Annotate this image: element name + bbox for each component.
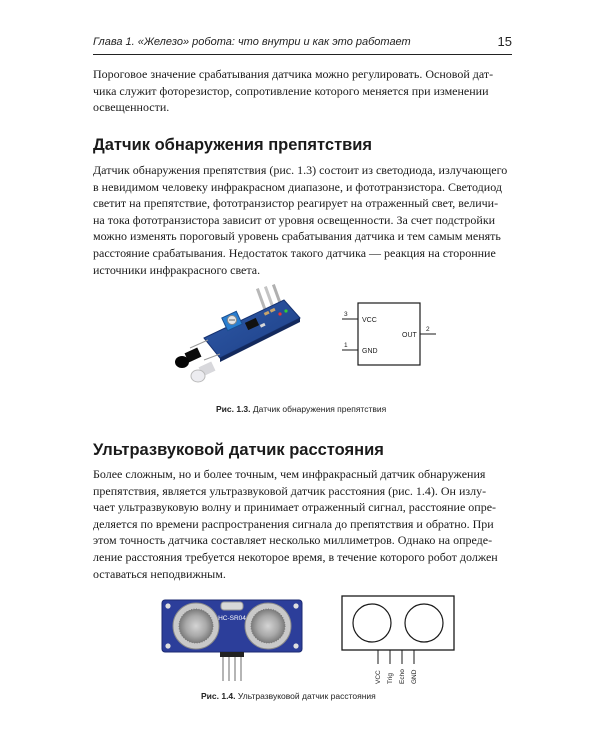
pin-label-echo: Echo [399, 669, 406, 684]
pin-label-vcc: VCC [375, 670, 382, 684]
ir-sensor-photo [168, 280, 308, 390]
running-title: Глава 1. «Железо» робота: что внутри и как это работает [93, 36, 411, 48]
obstacle-sensor-paragraph [93, 162, 513, 278]
transducer-right-outline [405, 604, 443, 642]
section-heading-ultrasonic-sensor: Ультразвуковой датчик расстояния [93, 441, 384, 459]
pin-label-vcc: VCC [362, 317, 377, 324]
crystal [221, 602, 243, 610]
text-line: расстояние срабатывания. Недостаток такого датчика — реакция на сторонние [93, 245, 496, 260]
text-line: деляется по времени распространения сигнала до препятствия и обратно. При [93, 516, 494, 531]
text-line: Датчик обнаружения препятствия (рис. 1.3) состоит из светодиода, излучающего [93, 163, 508, 177]
pin-label-gnd: GND [411, 669, 418, 684]
transducer-left-outline [353, 604, 391, 642]
figure-caption-1-4 [201, 691, 376, 701]
caption-text: Датчик обнаружения препятствия [252, 404, 387, 414]
text-line: светит на препятствие, фототранзистор реагирует на отраженный свет, величи- [93, 196, 499, 211]
pin-label-out: OUT [402, 332, 417, 339]
header-pins [220, 652, 244, 681]
text-line: оставаться неподвижным. [93, 566, 226, 581]
text-line: препятствия, является ультразвуковой датчик расстояния (рис. 1.4). Он излу- [93, 483, 487, 498]
intro-paragraph [93, 66, 513, 116]
text-line: чает ультразвуковую волну и принимает отраженный сигнал, расстояние опре- [93, 500, 497, 515]
text-line: этом точность датчика составляет несколько миллиметров. Однако на опреде- [93, 533, 493, 548]
pin-number-out: 2 [426, 326, 430, 333]
ultrasonic-sensor-schematic [338, 594, 458, 686]
text-line: Пороговое значение срабатывания датчика можно регулировать. Основой дат- [93, 67, 494, 81]
section-heading-obstacle-sensor: Датчик обнаружения препятствия [93, 136, 373, 154]
text-line: источники инфракрасного света. [93, 262, 261, 277]
text-line: ление расстояния требуется некоторое время, в течение которого робот должен [93, 549, 498, 564]
transducer-right [245, 603, 291, 649]
running-head [93, 36, 512, 55]
text-line: на тока фототранзистора зависит от уровня освещенности. За счет подстройки [93, 212, 496, 227]
caption-text: Ультразвуковой датчик расстояния [237, 691, 376, 701]
pin-number-gnd: 1 [344, 342, 348, 349]
text-line: в невидимом человеку инфракрасном диапазоне, и фототранзистора. Светодиод [93, 179, 502, 194]
pin-label-gnd: GND [362, 348, 378, 355]
caption-number: Рис. 1.3. [216, 404, 251, 414]
caption-number: Рис. 1.4. [201, 691, 236, 701]
text-line: Более сложным, но и более точным, чем инфракрасный датчик обнаружения [93, 467, 486, 481]
board-label: HC-SR04 [218, 615, 246, 622]
transducer-left [173, 603, 219, 649]
text-line: освещенности. [93, 100, 170, 115]
pin-number-vcc: 3 [344, 311, 348, 318]
ultrasonic-sensor-paragraph [93, 466, 513, 582]
page-number: 15 [497, 34, 512, 49]
ir-led [175, 340, 208, 368]
ultrasonic-sensor-photo [160, 592, 305, 684]
ir-sensor-schematic [340, 298, 440, 370]
figure-caption-1-3 [216, 404, 386, 414]
pin-label-trig: Trig [387, 673, 394, 684]
text-line: можно изменять пороговый уровень срабатывания датчика и тем самым менять [93, 229, 501, 244]
text-line: чика служит фоторезистор, сопротивление которого меняется при изменении [93, 83, 489, 98]
